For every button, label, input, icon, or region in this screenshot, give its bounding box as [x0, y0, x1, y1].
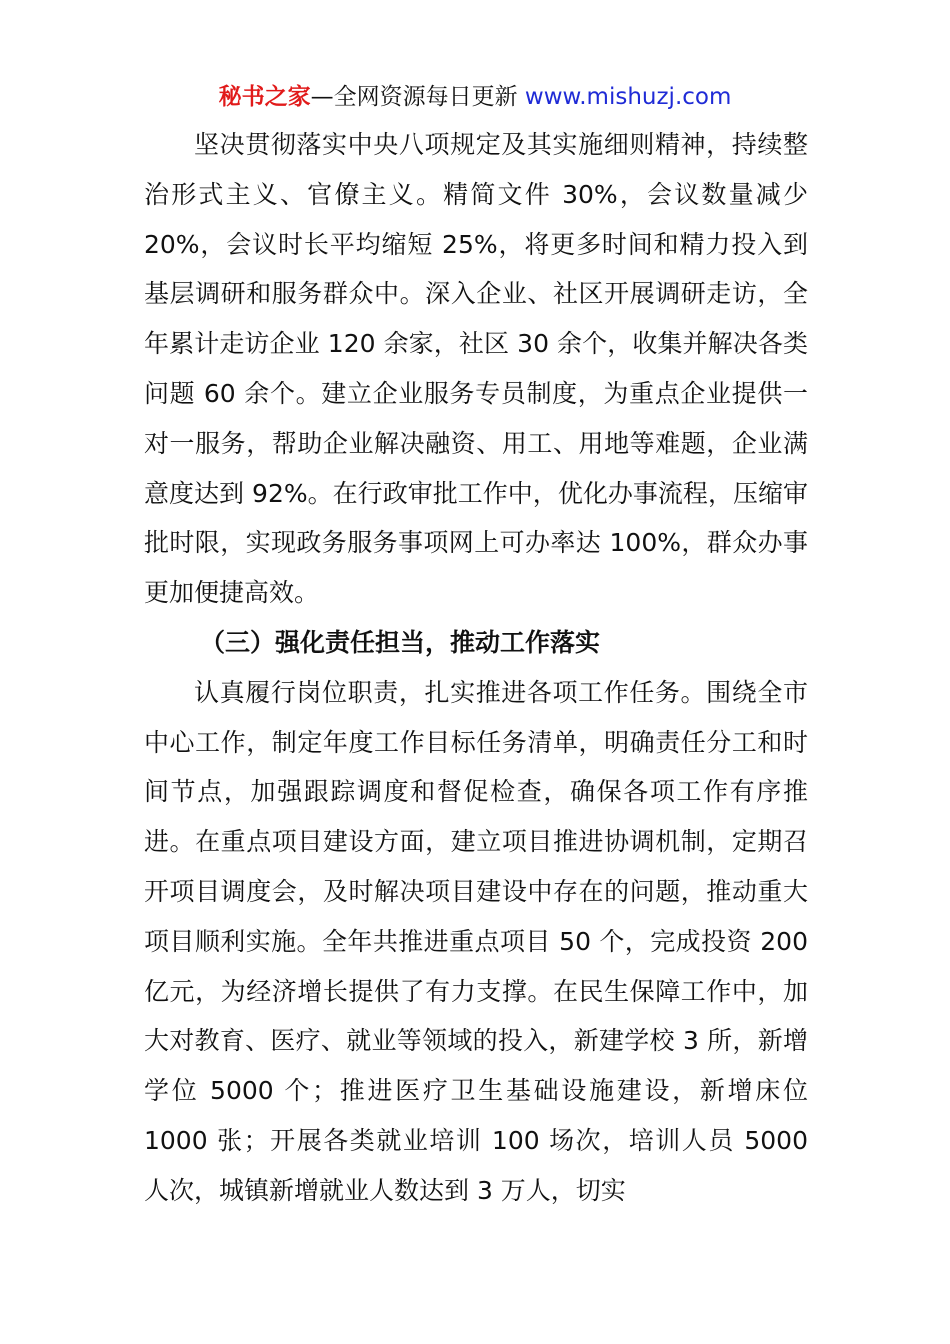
site-url-link[interactable]: www.mishuzj.com	[524, 84, 732, 110]
site-tagline: —全网资源每日更新	[310, 84, 518, 110]
body-paragraph-1: 坚决贯彻落实中央八项规定及其实施细则精神，持续整治形式主义、官僚主义。精简文件 30%，会议数量减少 20%，会议时长平均缩短 25%，将更多时间和精力投入到基层调研和服务群众中。深入企业、社区开展调研走访，全年累计走访企业 120 余家，社区 30 余个，收集并解决各类问题 60 余个。建立企业服务专员制度，为重点企业提供一对一服务，帮助企业解决融资、用工、用地等难题，企业满意度达到 92%。在行政审批工作中，优化办事流程，压缩审批时限，实现政务服务事项网上可办率达 100%，群众办事更加便捷高效。	[144, 130, 808, 608]
site-header	[0, 80, 950, 114]
body-paragraph-2: 认真履行岗位职责，扎实推进各项工作任务。围绕全市中心工作，制定年度工作目标任务清单，明确责任分工和时间节点，加强跟踪调度和督促检查，确保各项工作有序推进。在重点项目建设方面，建立项目推进协调机制，定期召开项目调度会，及时解决项目建设中存在的问题，推动重大项目顺利实施。全年共推进重点项目 50 个，完成投资 200 亿元，为经济增长提供了有力支撑。在民生保障工作中，加大对教育、医疗、就业等领域的投入，新建学校 3 所，新增学位 5000 个；推进医疗卫生基础设施建设，新增床位 1000 张；开展各类就业培训 100 场次，培训人员 5000 人次，城镇新增就业人数达到 3 万人，切实	[144, 677, 808, 1205]
document-body	[144, 120, 808, 1216]
section-heading-3: （三）强化责任担当，推动工作落实	[200, 627, 601, 657]
site-brand: 秘书之家	[218, 84, 311, 110]
